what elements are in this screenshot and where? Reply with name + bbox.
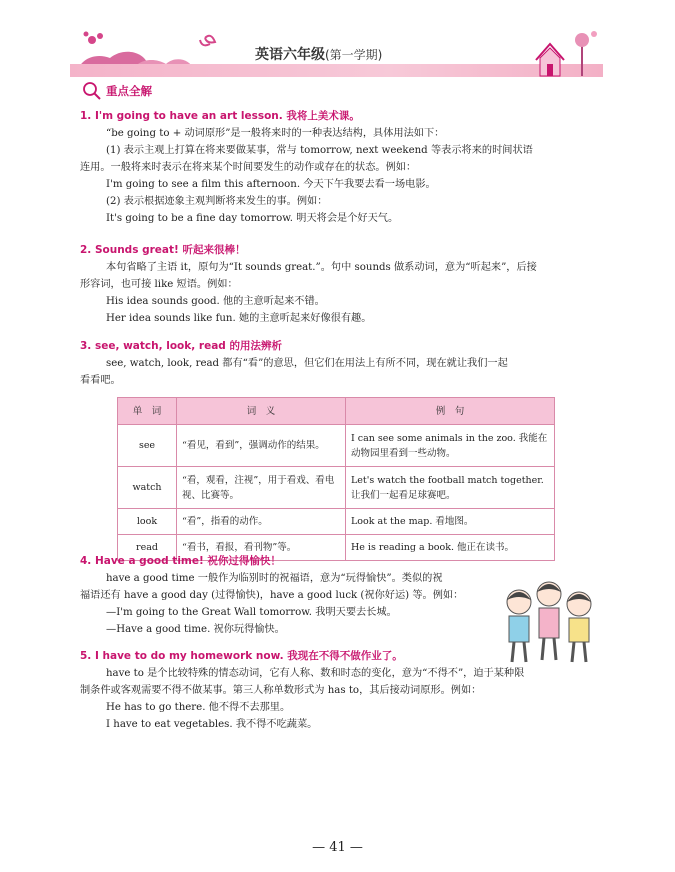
point-heading: 4. Have a good time! 祝你过得愉快！: [80, 555, 281, 567]
point-line: —I'm going to the Great Wall tomorrow. 我明天要去长城。: [106, 607, 397, 618]
point-line: I have to eat vegetables. 我不得不吃蔬菜。: [106, 719, 318, 730]
cell-meaning: “看”，指看的动作。: [177, 509, 346, 535]
usage-table: [117, 397, 555, 561]
cell-word: see: [118, 425, 177, 467]
col-header-meaning: 词 义: [177, 398, 346, 425]
page-number: — 41 —: [312, 840, 363, 855]
point-5: [80, 648, 605, 733]
col-header-example: 例 句: [346, 398, 555, 425]
page-header: [70, 30, 603, 78]
point-2: [80, 242, 605, 327]
point-line: 福语还有 have a good day (过得愉快)，have a good luck (祝你好运) 等。例如：: [80, 590, 464, 601]
table-row: [118, 509, 555, 535]
cell-example: Let's watch the football match together. 让我们一起看足球赛吧。: [346, 467, 555, 509]
point-line: see, watch, look, read 都有“看”的意思，但它们在用法上有所不同，现在就让我们一起: [106, 358, 508, 369]
point-line: Her idea sounds like fun. 她的主意听起来好像很有趣。: [106, 313, 372, 324]
point-heading: 5. I have to do my homework now. 我现在不得不做作业了。: [80, 650, 403, 662]
point-line: He has to go there. 他不得不去那里。: [106, 702, 291, 713]
cell-word: watch: [118, 467, 177, 509]
cell-word: look: [118, 509, 177, 535]
section-label: 重点全解: [82, 81, 152, 101]
magnifier-icon: [82, 81, 102, 101]
cell-example: I can see some animals in the zoo. 我能在动物园里看到一些动物。: [346, 425, 555, 467]
point-line: 本句省略了主语 it，原句为“It sounds great.”。句中 sounds 做系动词，意为“听起来”，后接: [106, 262, 537, 273]
point-1: [80, 108, 605, 227]
point-heading: 3. see, watch, look, read 的用法辨析: [80, 340, 282, 352]
point-line: (2) 表示根据迹象主观判断将来发生的事。例如：: [106, 196, 328, 207]
cell-example: He is reading a book. 他正在读书。: [346, 535, 555, 561]
cell-word: read: [118, 535, 177, 561]
point-line: I'm going to see a film this afternoon. 今天下午我要去看一场电影。: [106, 179, 436, 190]
point-line: have a good time 一般作为临别时的祝福语，意为“玩得愉快”。类似的祝: [106, 573, 443, 584]
cell-meaning: “看见，看到”，强调动作的结果。: [177, 425, 346, 467]
point-heading: 2. Sounds great! 听起来很棒！: [80, 244, 246, 256]
table-row: [118, 467, 555, 509]
point-line: 制条件或客观需要不得不做某事。第三人称单数形式为 has to，其后接动词原形。例如：: [80, 685, 482, 696]
point-heading: 1. I'm going to have an art lesson. 我将上美术课。: [80, 110, 360, 122]
point-line: “be going to + 动词原形”是一般将来时的一种表达结构，具体用法如下：: [106, 128, 445, 139]
col-header-word: 单 词: [118, 398, 177, 425]
point-line: (1) 表示主观上打算在将来要做某事，常与 tomorrow, next weekend 等表示将来的时间状语: [106, 145, 533, 156]
point-line: 连用。一般将来时表示在将来某个时间要发生的动作或存在的状态。例如：: [80, 162, 417, 173]
page-title: 英语六年级(第一学期): [255, 47, 383, 63]
table-row: [118, 425, 555, 467]
point-line: 看看吧。: [80, 375, 121, 386]
point-line: —Have a good time. 祝你玩得愉快。: [106, 624, 285, 635]
cell-example: Look at the map. 看地图。: [346, 509, 555, 535]
point-line: 形容词，也可接 like 短语。例如：: [80, 279, 238, 290]
table-header-row: [118, 398, 555, 425]
point-line: It's going to be a fine day tomorrow. 明天将会是个好天气。: [106, 213, 399, 224]
point-3: [80, 338, 605, 389]
cell-meaning: “看书，看报，看刊物”等。: [177, 535, 346, 561]
cell-meaning: “看，观看，注视”，用于看戏、看电视、比赛等。: [177, 467, 346, 509]
point-line: His idea sounds good. 他的主意听起来不错。: [106, 296, 325, 307]
header-house-illustration: [510, 30, 603, 78]
point-line: have to 是个比较特殊的情态动词，它有人称、数和时态的变化，意为“不得不”，迫于某种限: [106, 668, 525, 679]
